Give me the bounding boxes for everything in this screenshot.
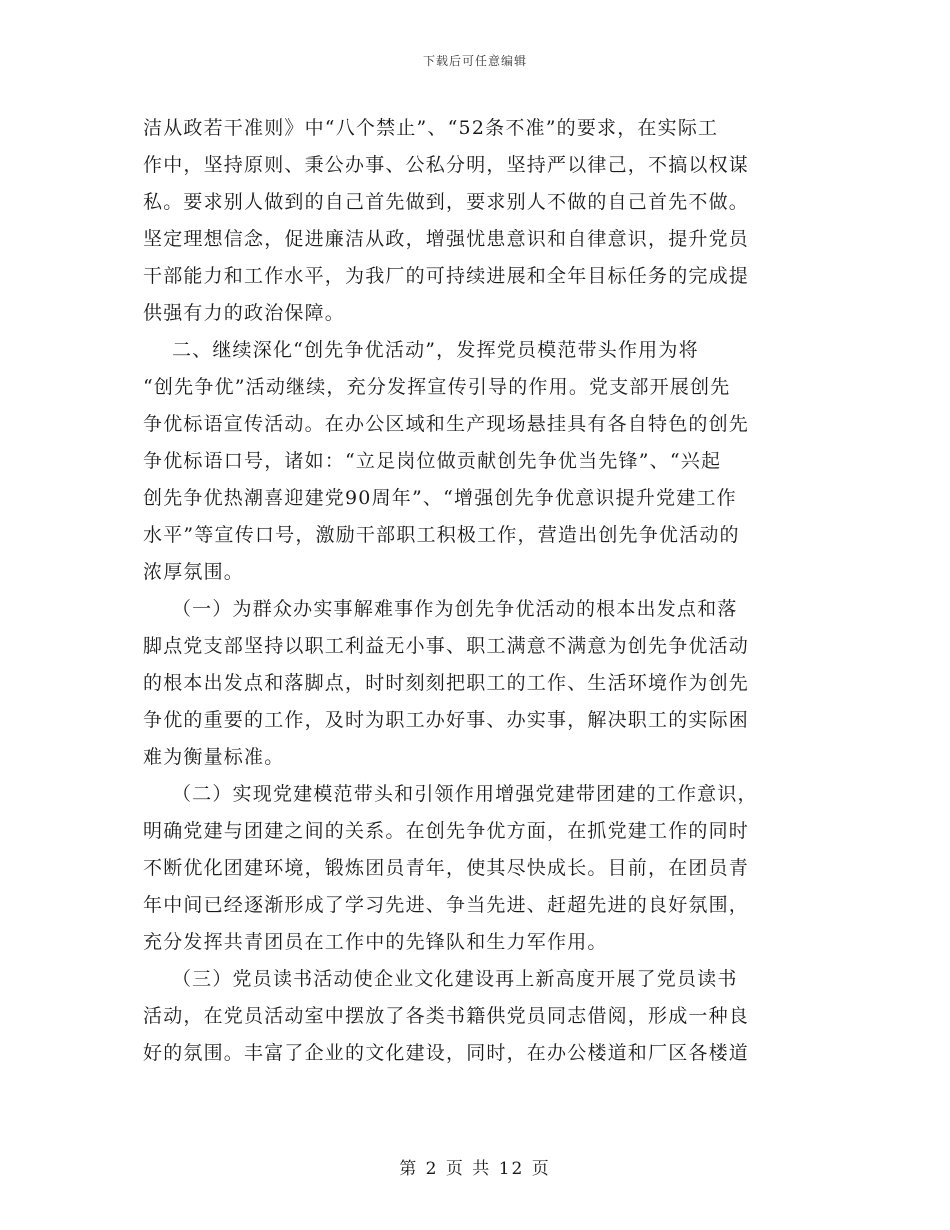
text-line: 争优的重要的工作，及时为职工办好事、办实事，解决职工的实际困 [143,709,750,731]
text-line: 水平”等宣传口号，激励干部职工积极工作，营造出创先争优活动的 [143,524,740,546]
text-line: 难为衡量标准。 [143,746,285,768]
text-line: 争优标语宣传活动。在办公区域和生产现场悬挂具有各自特色的创先 [143,413,750,435]
text-line: （二）实现党建模范带头和引领作用增强党建带团建的工作意识， [143,783,758,805]
document-body [143,110,805,1072]
text-line: 创先争优热潮喜迎建党90周年”、“增强创先争优意识提升党建工作 [143,487,737,509]
text-line: 的根本出发点和落脚点，时时刻刻把职工的工作、生活环境作为创先 [143,672,750,694]
text-line: 好的氛围。丰富了企业的文化建设，同时，在办公楼道和厂区各楼道 [143,1042,750,1064]
text-line: （三）党员读书活动使企业文化建设再上新高度开展了党员读书 [143,968,738,990]
text-line: 干部能力和工作水平，为我厂的可持续进展和全年目标任务的完成提 [143,265,750,287]
page-header: 下载后可任意编辑 [422,54,527,68]
text-line: 洁从政若干准则》中“八个禁止”、“52条不准”的要求，在实际工 [143,117,719,139]
paragraph-4 [143,776,805,961]
text-line: （一）为群众办实事解难事作为创先争优活动的根本出发点和落 [143,598,738,620]
text-line: 坚定理想信念，促进廉洁从政，增强忧患意识和自律意识，提升党员 [143,228,750,250]
text-line: 供强有力的政治保障。 [143,302,346,324]
text-line: 充分发挥共青团员在工作中的先锋队和生力军作用。 [143,931,608,953]
paragraph-3 [143,591,805,776]
text-line: 私。要求别人做到的自己首先做到，要求别人不做的自己首先不做。 [143,191,750,213]
text-line: 明确党建与团建之间的关系。在创先争优方面，在抓党建工作的同时 [143,820,750,842]
text-line: 年中间已经逐渐形成了学习先进、争当先进、赶超先进的良好氛围， [143,894,750,916]
paragraph-2 [143,332,805,591]
paragraph-5 [143,961,805,1072]
text-line: 脚点党支部坚持以职工利益无小事、职工满意不满意为创先争优活动 [143,635,750,657]
text-line: 二、继续深化“创先争优活动”，发挥党员模范带头作用为将 [143,339,699,361]
paragraph-1 [143,110,805,332]
text-line: 不断优化团建环境，锻炼团员青年，使其尽快成长。目前，在团员青 [143,857,750,879]
text-line: 活动，在党员活动室中摆放了各类书籍供党员同志借阅，形成一种良 [143,1005,750,1027]
text-line: 浓厚氛围。 [143,561,245,583]
text-line: 争优标语口号，诸如：“立足岗位做贡献创先争优当先锋”、“兴起 [143,450,722,472]
text-line: 作中，坚持原则、秉公办事、公私分明，坚持严以律己，不搞以权谋 [143,154,750,176]
page-footer: 第 2 页 共 12 页 [399,1159,551,1179]
text-line: “创先争优”活动继续，充分发挥宣传引导的作用。党支部开展创先 [143,376,731,398]
